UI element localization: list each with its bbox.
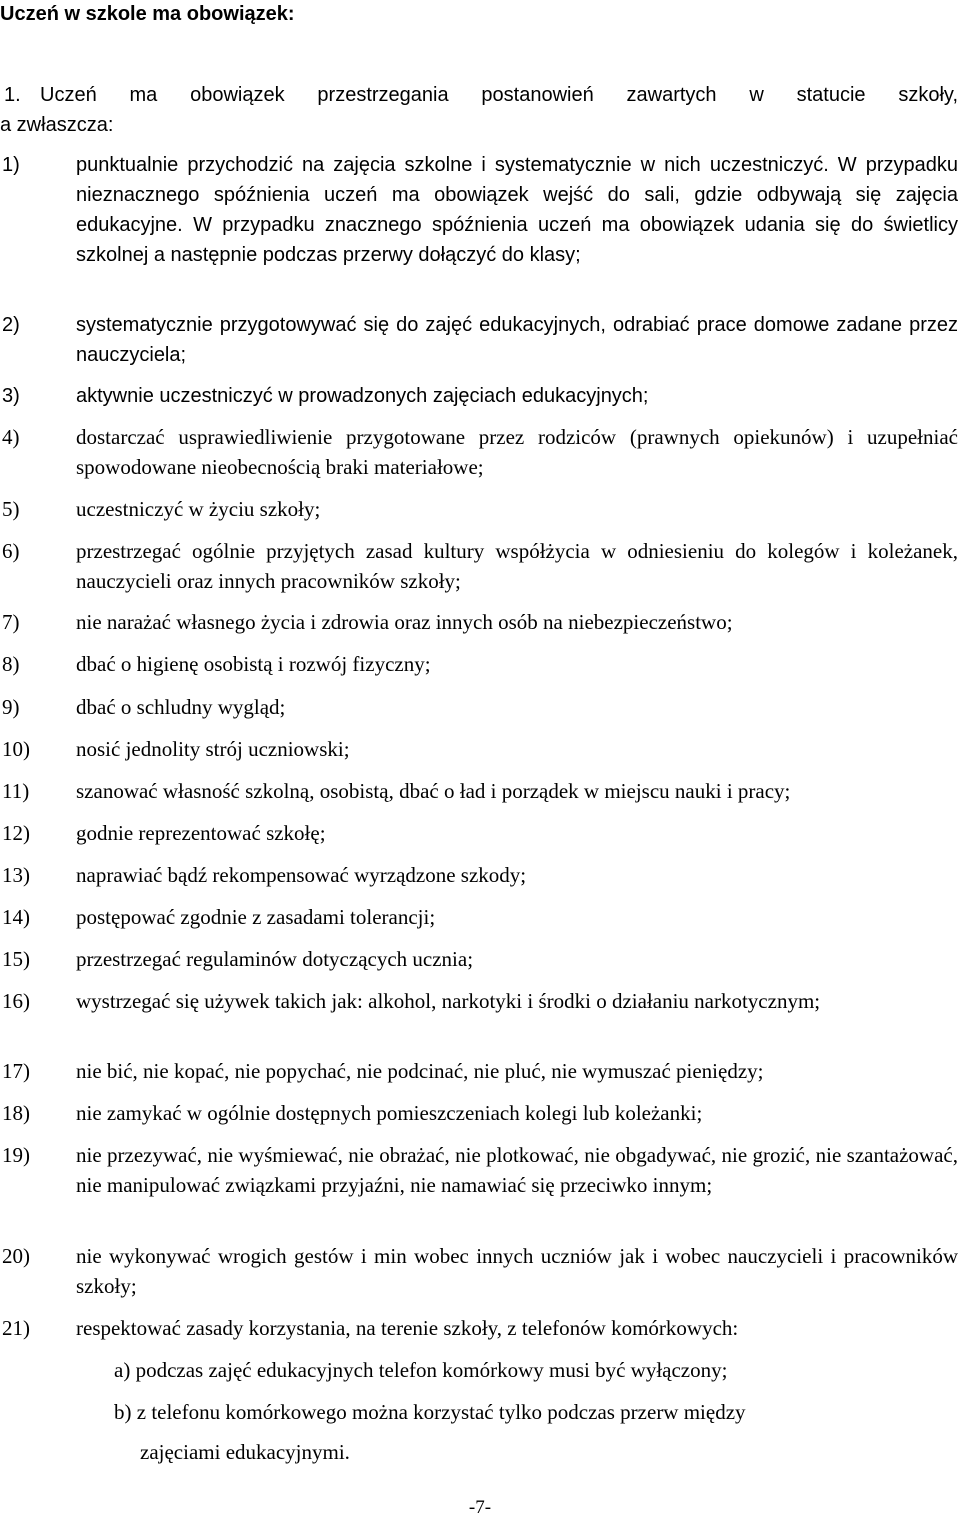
list-item-text: szanować własność szkolną, osobistą, dbać o ład i porządek w miejscu nauki i pracy; [76,779,791,803]
sub-item-text: podczas zajęć edukacyjnych telefon komórkowy musi być wyłączony; [135,1358,728,1382]
list-item-number: 4) [2,425,20,449]
sub-item-label: a) [114,1358,131,1382]
list-item-text: dostarczać usprawiedliwienie przygotowane przez rodziców (prawnych opiekunów) i uzupełniać spowodowane nieobecnością braki materiałowe; [76,425,958,479]
list-item-text: wystrzegać się używek takich jak: alkohol, narkotyki i środki o działaniu narkotycznym; [76,989,821,1013]
list-item-text: dbać o schludny wygląd; [76,695,286,719]
list-item-number: 15) [2,947,30,971]
sub-item-label: b) [114,1400,132,1424]
list-item-number: 9) [2,695,20,719]
list-item-text: punktualnie przychodzić na zajęcia szkolne i systematycznie w nich uczestniczyć. W przypadku nieznacznego spóźnienia uczeń ma obowiązek wejść do sali, gdzie odbywają się zajęcia edukacyjne. W przypadku znacznego spóźnienia uczeń ma obowiązek udania się do świetlicy szkolnej a następnie podczas przerwy dołączyć do klasy; [76,154,958,266]
list-item-number: 5) [2,497,20,521]
list-item-number: 20) [2,1244,30,1268]
section-text-line2: a zwłaszcza: [0,114,114,136]
list-item-number: 21) [2,1316,30,1340]
list-item-text: przestrzegać ogólnie przyjętych zasad kultury współżycia w odniesieniu do kolegów i koleżanek, nauczycieli oraz innych pracowników szkoły; [76,539,958,593]
sub-list-item [114,1397,746,1427]
list-item-text: naprawiać bądź rekompensować wyrządzone szkody; [76,863,527,887]
list-item-number: 1) [2,154,20,176]
list-item-text: systematycznie przygotowywać się do zajęć edukacyjnych, odrabiać prace domowe zadane przez nauczyciela; [76,314,958,366]
sub-item-continuation: zajęciami edukacyjnymi. [140,1440,350,1464]
sub-list-item [114,1355,727,1385]
list-item-text: respektować zasady korzystania, na terenie szkoły, z telefonów komórkowych: [76,1316,739,1340]
list-item-text: nie wykonywać wrogich gestów i min wobec innych uczniów jak i wobec nauczycieli i pracowników szkoły; [76,1244,958,1298]
list-item-text: postępować zgodnie z zasadami tolerancji; [76,905,436,929]
list-item-text: nie zamykać w ogólnie dostępnych pomieszczeniach kolegi lub koleżanki; [76,1101,703,1125]
section-heading: Uczeń w szkole ma obowiązek: [0,3,295,25]
list-item-text: dbać o higienę osobistą i rozwój fizyczny; [76,652,431,676]
list-item-number: 17) [2,1059,30,1083]
list-item-number: 7) [2,610,20,634]
list-item-number: 2) [2,314,20,336]
list-item-number: 6) [2,539,20,563]
sub-item-text: z telefonu komórkowego można korzystać tylko podczas przerw między [136,1400,746,1424]
list-item-number: 10) [2,737,30,761]
list-item-number: 12) [2,821,30,845]
section-text-line1: Uczeń ma obowiązek przestrzegania postanowień zawartych w statucie szkoły, [40,84,958,106]
list-item-text: godnie reprezentować szkołę; [76,821,326,845]
list-item-number: 14) [2,905,30,929]
list-item-number: 3) [2,385,20,407]
list-item-text: nosić jednolity strój uczniowski; [76,737,350,761]
section-1 [0,80,960,140]
list-item-text: nie bić, nie kopać, nie popychać, nie podcinać, nie pluć, nie wymuszać pieniędzy; [76,1059,764,1083]
list-item-text: przestrzegać regulaminów dotyczących ucznia; [76,947,474,971]
list-item-text: uczestniczyć w życiu szkoły; [76,497,321,521]
list-item-text: nie przezywać, nie wyśmiewać, nie obrażać, nie plotkować, nie obgadywać, nie grozić, nie szantażować, nie manipulować związkami przyjaźni, nie namawiać się przeciwko innym; [76,1143,958,1197]
list-item-number: 13) [2,863,30,887]
list-item-number: 19) [2,1143,30,1167]
list-item-text: aktywnie uczestniczyć w prowadzonych zajęciach edukacyjnych; [76,385,649,407]
section-number: 1. [4,84,21,106]
list-item-number: 18) [2,1101,30,1125]
list-item-number: 16) [2,989,30,1013]
page-number: -7- [468,1497,492,1518]
list-item-text: nie narażać własnego życia i zdrowia oraz innych osób na niebezpieczeństwo; [76,610,733,634]
list-item-number: 11) [2,779,30,803]
list-item-number: 8) [2,652,20,676]
